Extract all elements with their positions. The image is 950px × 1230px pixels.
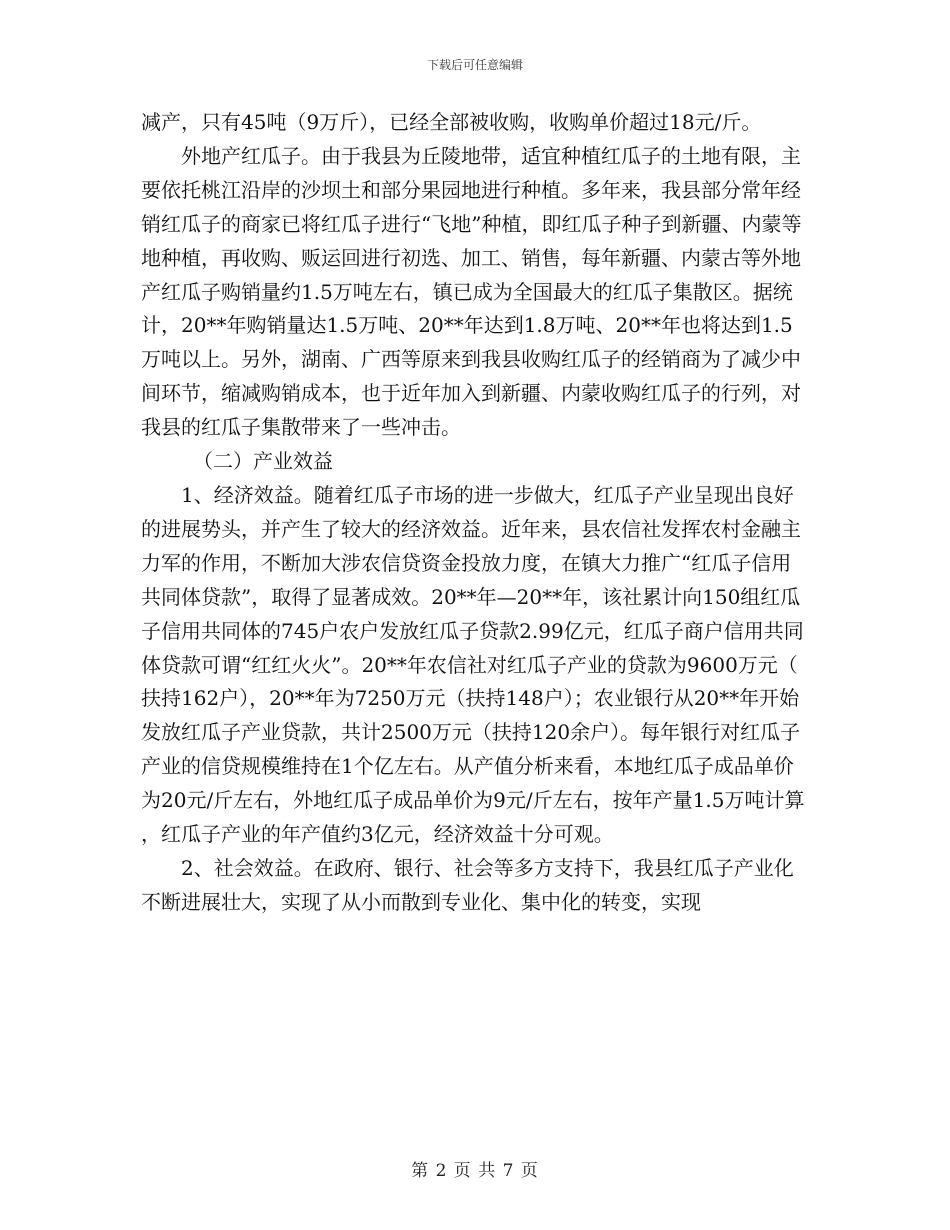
paragraph-social-benefits: 2、社会效益。在政府、银行、社会等多方支持下，我县红瓜子产业化不断进展壮大，实现了从小而散到专业化、集中化的转变，实现 — [141, 855, 794, 914]
page-number-footer: 第 2 页 共 7 页 — [411, 1161, 539, 1181]
paragraph-economic-benefits: 1、经济效益。随着红瓜子市场的进一步做大，红瓜子产业呈现出良好的进展势头，并产生了较大的经济效益。近年来，县农信社发挥农村金融主力军的作用，不断加大涉农信贷资金投放力度，在镇大力推广“红瓜子信用共同体贷款”，取得了显著成效。20**年—20**年，该社累计向150组红瓜子信用共同体的745户农户发放红瓜子贷款2.99亿元，红瓜子商户信用共同体贷款可谓“红红火火”。20**年农信社对红瓜子产业的贷款为9600万元（扶持162户），20**年为7250万元（扶持148户）；农业银行从20**年开始发放红瓜子产业贷款，共计2500万元（扶持120余户）。每年银行对红瓜子产业的信贷规模维持在1个亿左右。从产值分析来看，本地红瓜子成品单价为20元/斤左右，外地红瓜子成品单价为9元/斤左右，按年产量1.5万吨计算，红瓜子产业的年产值约3亿元，经济效益十分可观。 — [141, 482, 805, 847]
section-heading-industry-benefits: （二）产业效益 — [193, 449, 333, 474]
paragraph-external-production: 外地产红瓜子。由于我县为丘陵地带，适宜种植红瓜子的土地有限，主要依托桃江沿岸的沙坝土和部分果园地进行种植。多年来，我县部分常年经销红瓜子的商家已将红瓜子进行“飞地”种植，即红瓜子种子到新疆、内蒙等地种植，再收购、贩运回进行初选、加工、销售，每年新疆、内蒙古等外地产红瓜子购销量约1.5万吨左右，镇已成为全国最大的红瓜子集散区。据统计，20**年购销量达1.5万吨、20**年达到1.8万吨、20**年也将达到1.5万吨以上。另外，湖南、广西等原来到我县收购红瓜子的经销商为了减少中间环节，缩减购销成本，也于近年加入到新疆、内蒙收购红瓜子的行列，对我县的红瓜子集散带来了一些冲击。 — [141, 143, 802, 440]
paragraph-continuation: 减产，只有45吨（9万斤），已经全部被收购，收购单价超过18元/斤。 — [141, 110, 762, 134]
page-header-note: 下载后可任意编辑 — [426, 58, 523, 72]
document-body — [141, 106, 809, 920]
